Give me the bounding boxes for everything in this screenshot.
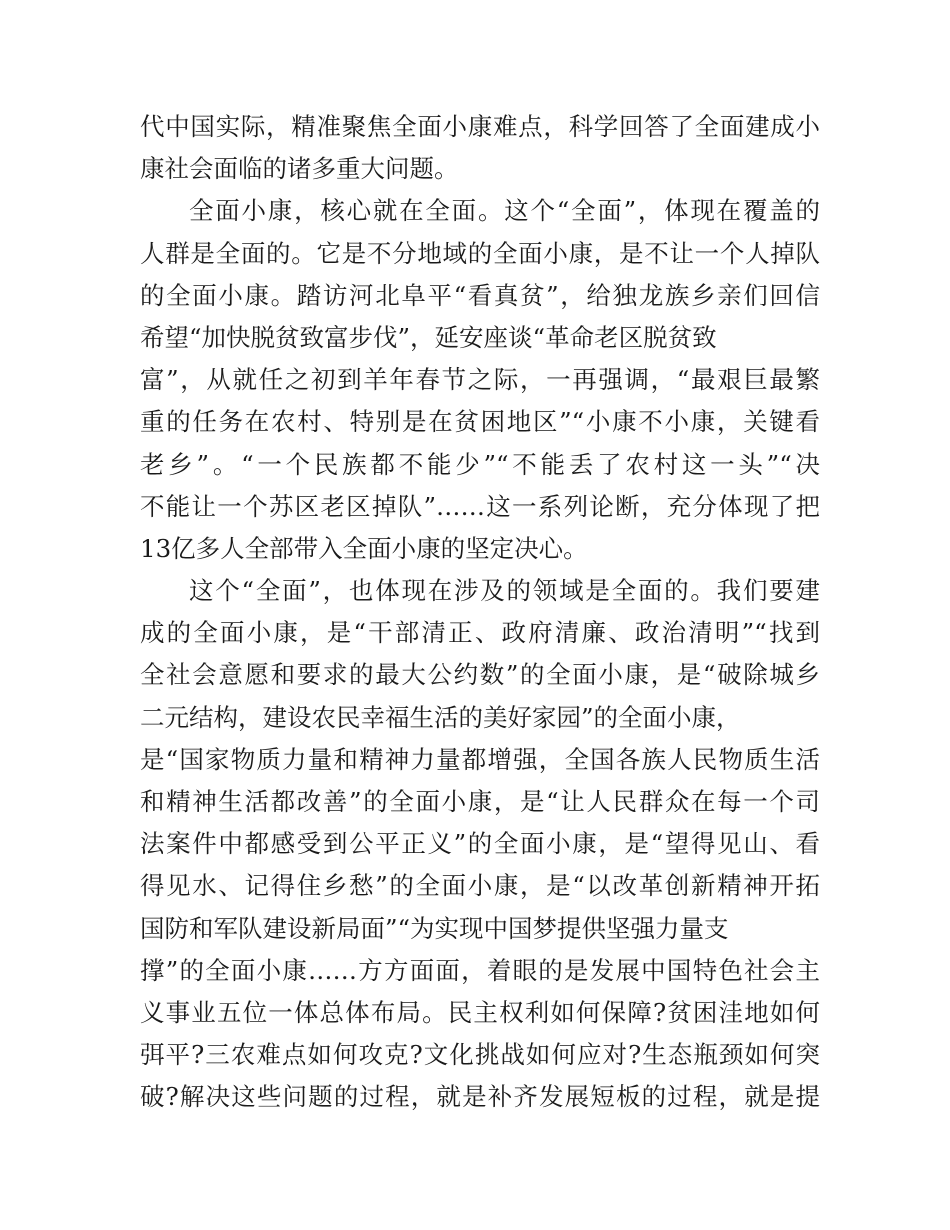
text-line: 这个“全面”，也体现在涉及的领域是全面的。我们要建 <box>189 576 820 606</box>
text-line: 13亿多人全部带入全面小康的坚定决心。 <box>140 533 588 563</box>
text-line: 义事业五位一体总体布局。民主权利如何保障?贫困洼地如何 <box>140 997 820 1027</box>
text-line: 老乡”。“一个民族都不能少”“不能丢了农村这一头”“决 <box>140 449 820 479</box>
text-line: 全社会意愿和要求的最大公约数”的全面小康，是“破除城乡 <box>140 660 820 690</box>
text-line: 弭平?三农难点如何攻克?文化挑战如何应对?生态瓶颈如何突 <box>140 1040 820 1070</box>
text-line: 不能让一个苏区老区掉队”……这一系列论断，充分体现了把 <box>140 491 820 521</box>
text-line: 得见水、记得住乡愁”的全面小康，是“以改革创新精神开拓 <box>140 871 820 901</box>
text-line: 法案件中都感受到公平正义”的全面小康，是“望得见山、看 <box>140 829 820 859</box>
text-line: 和精神生活都改善”的全面小康，是“让人民群众在每一个司 <box>140 787 820 816</box>
text-line: 重的任务在农村、特别是在贫困地区”“小康不小康，关键看 <box>140 407 820 437</box>
text-line: 成的全面小康，是“干部清正、政府清廉、政治清明”“找到 <box>140 618 820 648</box>
text-line: 是“国家物质力量和精神力量都增强，全国各族人民物质生活 <box>140 744 820 774</box>
body-text <box>140 106 820 1119</box>
text-line: 二元结构，建设农民幸福生活的美好家园”的全面小康， <box>140 702 741 732</box>
text-line: 人群是全面的。它是不分地域的全面小康，是不让一个人掉队 <box>140 238 820 268</box>
text-line: 希望“加快脱贫致富步伐”，延安座谈“革命老区脱贫致 <box>140 322 717 352</box>
text-line: 撑”的全面小康……方方面面，着眼的是发展中国特色社会主 <box>140 955 820 985</box>
text-line: 康社会面临的诸多重大问题。 <box>140 154 459 184</box>
text-line: 全面小康，核心就在全面。这个“全面”，体现在覆盖的 <box>189 196 820 226</box>
text-line: 代中国实际，精准聚焦全面小康难点，科学回答了全面建成小 <box>140 112 820 141</box>
text-line: 国防和军队建设新局面”“为实现中国梦提供坚强力量支 <box>140 913 729 943</box>
text-line: 的全面小康。踏访河北阜平“看真贫”，给独龙族乡亲们回信 <box>140 280 820 310</box>
text-line: 富”，从就任之初到羊年春节之际，一再强调，“最艰巨最繁 <box>140 365 820 395</box>
text-line: 破?解决这些问题的过程，就是补齐发展短板的过程，就是提 <box>140 1082 820 1112</box>
